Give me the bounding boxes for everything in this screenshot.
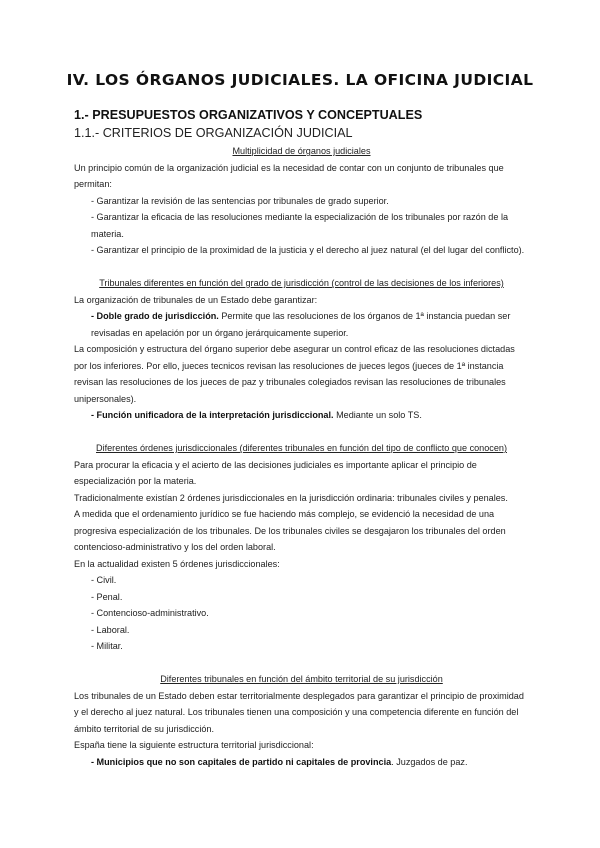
bold-term: - Municipios que no son capitales de partido ni capitales de provincia bbox=[91, 756, 392, 767]
list-item: - Función unificadora de la interpretación jurisdiccional. Mediante un solo TS. bbox=[91, 410, 422, 420]
bold-term: - Función unificadora de la interpretación jurisdiccional. bbox=[91, 410, 334, 420]
list-item: - Contencioso-administrativo. bbox=[91, 608, 209, 618]
paragraph: La organización de tribunales de un Estado debe garantizar: bbox=[74, 294, 318, 305]
list-item: - Garantizar la eficacia de las resoluciones mediante la especialización de los tribunales por razón de la materia. bbox=[91, 212, 509, 239]
list-item: - Laboral. bbox=[91, 624, 130, 635]
subsection-heading: 1.1.- CRITERIOS DE ORGANIZACIÓN JUDICIAL bbox=[74, 126, 353, 140]
paragraph: España tiene la siguiente estructura territorial jurisdiccional: bbox=[74, 740, 314, 750]
list-item: - Civil. bbox=[91, 575, 117, 585]
subsection-title-ordenes: Diferentes órdenes jurisdiccionales (diferentes tribunales en función del tipo de conflicto que conocen) bbox=[96, 443, 507, 453]
paragraph: Los tribunales de un Estado deben estar territorialmente desplegados para garantizar el principio de proximidad y el derecho al juez natural. Los tribunales tienen una composición y una competencia diferente en función del ámbito territorial de su jurisdicción. bbox=[74, 690, 524, 734]
bold-term: - Doble grado de jurisdicción. bbox=[91, 311, 219, 321]
paragraph: En la actualidad existen 5 órdenes jurisdiccionales: bbox=[74, 558, 280, 569]
paragraph: Para procurar la eficacia y el acierto de las decisiones judiciales es importante aplicar el principio de especialización por la materia. bbox=[74, 459, 477, 486]
paragraph: A medida que el ordenamiento jurídico se fue haciendo más complejo, se evidenció la necesidad de una progresiva especialización de los tribunales. De los tribunales civiles se desgajaron los tribunales del orden contencioso-administrativo y los del orden laboral. bbox=[74, 509, 506, 552]
paragraph: La composición y estructura del órgano superior debe asegurar un control eficaz de las resoluciones dictadas por los inferiores. Por ello, jueces tecnicos revisan las resoluciones de jueces legos (jueces de 1ª instancia revisan las resoluciones de los jueces de paz y tribunales colegiados revisan las resoluciones de tribunales unipersonales). bbox=[74, 344, 515, 404]
list-item: - Militar. bbox=[91, 641, 123, 651]
subsection-title-grado: Tribunales diferentes en función del grado de jurisdicción (control de las decisiones de los inferiores) bbox=[99, 278, 504, 288]
list-item: - Penal. bbox=[91, 591, 123, 602]
paragraph: Un principio común de la organización judicial es la necesidad de contar con un conjunto de tribunales que permitan: bbox=[74, 162, 504, 189]
subsection-title-multiplicidad: Multiplicidad de órganos judiciales bbox=[232, 146, 371, 156]
subsection-title-territorial: Diferentes tribunales en función del ámbito territorial de su jurisdicción bbox=[160, 674, 443, 684]
document-title: IV. LOS ÓRGANOS JUDICIALES. LA OFICINA JUDICIAL bbox=[66, 71, 534, 89]
document-body bbox=[74, 143, 529, 770]
list-item: - Garantizar el principio de la proximidad de la justicia y el derecho al juez natural (el del lugar del conflicto). bbox=[91, 245, 525, 255]
list-item: - Municipios que no son capitales de partido ni capitales de provincia. Juzgados de paz. bbox=[91, 756, 468, 767]
paragraph: Tradicionalmente existían 2 órdenes jurisdiccionales en la jurisdicción ordinaria: tribunales civiles y penales. bbox=[74, 492, 508, 503]
list-item: - Doble grado de jurisdicción. Permite que las resoluciones de los órganos de 1ª instancia puedan ser revisadas en apelación por un órgano jerárquicamente superior. bbox=[91, 311, 511, 338]
list-item: - Garantizar la revisión de las sentencias por tribunales de grado superior. bbox=[91, 195, 389, 206]
section-heading: 1.- PRESUPUESTOS ORGANIZATIVOS Y CONCEPTUALES bbox=[74, 108, 423, 122]
